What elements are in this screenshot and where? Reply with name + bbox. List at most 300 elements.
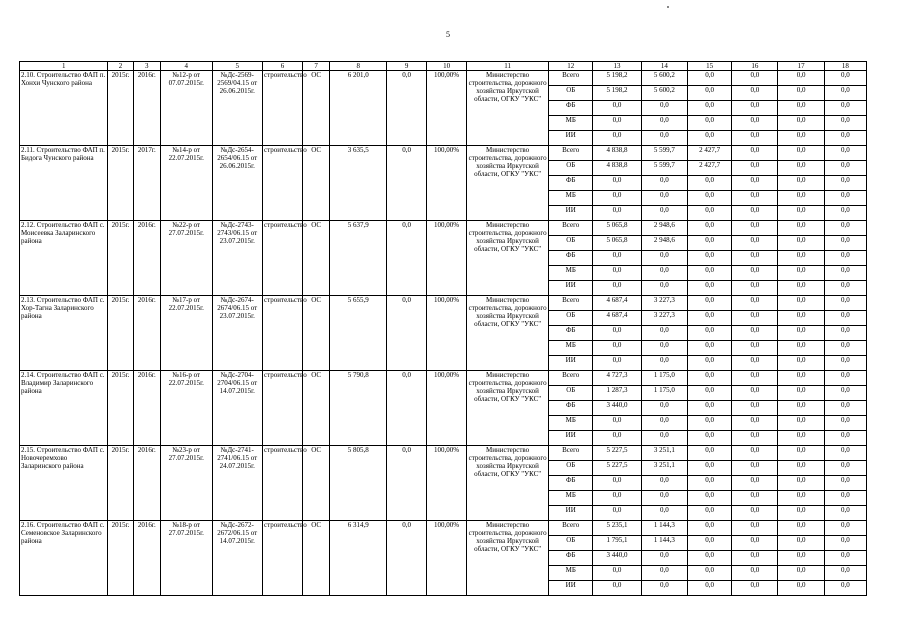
column-number: 15	[688, 62, 732, 71]
readiness-percent: 100,00%	[427, 371, 467, 446]
amount-cell: 0,0	[641, 401, 687, 416]
funding-source: МБ	[549, 416, 593, 431]
funding-source: Всего	[549, 146, 593, 161]
start-year: 2015г.	[108, 221, 133, 296]
amount-cell: 0,0	[732, 176, 778, 191]
amount-cell: 0,0	[688, 101, 732, 116]
amount-cell: 0,0	[778, 296, 824, 311]
amount-cell: 0,0	[732, 401, 778, 416]
funding-source: ФБ	[549, 101, 593, 116]
start-year: 2015г.	[108, 296, 133, 371]
expertise-number: №Дс-2743-2743/06.15 от 23.07.2015г.	[212, 221, 263, 296]
prior-funding: 0,0	[387, 296, 427, 371]
amount-cell: 0,0	[688, 176, 732, 191]
amount-cell: 0,0	[778, 236, 824, 251]
amount-cell: 0,0	[778, 221, 824, 236]
amount-cell: 0,0	[641, 341, 687, 356]
funding-source: Всего	[549, 521, 593, 536]
amount-cell: 0,0	[593, 491, 641, 506]
amount-cell: 0,0	[732, 101, 778, 116]
amount-cell: 0,0	[778, 521, 824, 536]
work-type: строительство	[263, 71, 303, 146]
funding-source: ФБ	[549, 401, 593, 416]
start-year: 2015г.	[108, 446, 133, 521]
amount-cell: 0,0	[824, 521, 866, 536]
amount-cell: 0,0	[641, 356, 687, 371]
readiness-percent: 100,00%	[427, 446, 467, 521]
funding-source: ИИ	[549, 581, 593, 596]
amount-cell: 0,0	[778, 251, 824, 266]
funding-source: МБ	[549, 266, 593, 281]
amount-cell: 0,0	[641, 551, 687, 566]
readiness-percent: 100,00%	[427, 221, 467, 296]
object-class: ОС	[302, 146, 329, 221]
funding-source: Всего	[549, 446, 593, 461]
expertise-number: №Дс-2704-2704/06.15 от 14.07.2015г.	[212, 371, 263, 446]
amount-cell: 0,0	[732, 446, 778, 461]
amount-cell: 0,0	[641, 191, 687, 206]
estimated-cost: 6 201,0	[330, 71, 387, 146]
amount-cell: 0,0	[732, 506, 778, 521]
funding-source: ФБ	[549, 551, 593, 566]
amount-cell: 0,0	[688, 476, 732, 491]
object-name: 2.12. Строительство ФАП с. Моисеевка Заларинского района	[20, 221, 108, 296]
amount-cell: 0,0	[778, 446, 824, 461]
amount-cell: 0,0	[824, 266, 866, 281]
amount-cell: 0,0	[688, 551, 732, 566]
amount-cell: 0,0	[824, 221, 866, 236]
amount-cell: 0,0	[732, 311, 778, 326]
amount-cell: 0,0	[732, 431, 778, 446]
start-year: 2015г.	[108, 146, 133, 221]
funding-source: ИИ	[549, 281, 593, 296]
object-class: ОС	[302, 296, 329, 371]
amount-cell: 0,0	[824, 446, 866, 461]
prior-funding: 0,0	[387, 221, 427, 296]
amount-cell: 0,0	[688, 386, 732, 401]
amount-cell: 0,0	[824, 86, 866, 101]
amount-cell: 0,0	[824, 326, 866, 341]
amount-cell: 2 427,7	[688, 146, 732, 161]
column-number: 10	[427, 62, 467, 71]
column-number-row	[20, 62, 867, 71]
amount-cell: 0,0	[778, 341, 824, 356]
object-name: 2.14. Строительство ФАП с. Владимир Заларинского района	[20, 371, 108, 446]
amount-cell: 0,0	[688, 356, 732, 371]
funding-source: ОБ	[549, 386, 593, 401]
funding-source: Всего	[549, 296, 593, 311]
amount-cell: 0,0	[732, 491, 778, 506]
amount-cell: 0,0	[778, 401, 824, 416]
amount-cell: 0,0	[778, 281, 824, 296]
amount-cell: 0,0	[593, 251, 641, 266]
prior-funding: 0,0	[387, 446, 427, 521]
amount-cell: 0,0	[688, 341, 732, 356]
amount-cell: 0,0	[732, 206, 778, 221]
amount-cell: 0,0	[778, 326, 824, 341]
amount-cell: 0,0	[688, 86, 732, 101]
amount-cell: 3 227,3	[641, 296, 687, 311]
column-number: 7	[302, 62, 329, 71]
amount-cell: 0,0	[593, 341, 641, 356]
start-year: 2015г.	[108, 71, 133, 146]
end-year: 2016г.	[133, 221, 160, 296]
amount-cell: 0,0	[641, 491, 687, 506]
funding-source: ИИ	[549, 506, 593, 521]
amount-cell: 0,0	[824, 371, 866, 386]
amount-cell: 0,0	[688, 536, 732, 551]
readiness-percent: 100,00%	[427, 146, 467, 221]
table-row	[20, 296, 867, 311]
amount-cell: 0,0	[824, 101, 866, 116]
estimated-cost: 5 655,9	[330, 296, 387, 371]
amount-cell: 0,0	[778, 311, 824, 326]
amount-cell: 0,0	[732, 161, 778, 176]
amount-cell: 0,0	[641, 506, 687, 521]
amount-cell: 4 687,4	[593, 311, 641, 326]
funding-source: ОБ	[549, 236, 593, 251]
funding-source: МБ	[549, 341, 593, 356]
customer: Министерство строительства, дорожного хозяйства Иркутской области, ОГКУ "УКС"	[467, 146, 549, 221]
amount-cell: 0,0	[688, 431, 732, 446]
expertise-number: №Дс-2654-2654/06.15 от 26.06.2015г.	[212, 146, 263, 221]
amount-cell: 0,0	[778, 146, 824, 161]
amount-cell: 3 251,1	[641, 446, 687, 461]
amount-cell: 0,0	[732, 341, 778, 356]
amount-cell: 0,0	[641, 206, 687, 221]
amount-cell: 0,0	[778, 116, 824, 131]
amount-cell: 0,0	[778, 461, 824, 476]
amount-cell: 5 065,8	[593, 236, 641, 251]
amount-cell: 0,0	[824, 116, 866, 131]
amount-cell: 0,0	[641, 176, 687, 191]
customer: Министерство строительства, дорожного хозяйства Иркутской области, ОГКУ "УКС"	[467, 371, 549, 446]
end-year: 2016г.	[133, 521, 160, 596]
amount-cell: 0,0	[593, 101, 641, 116]
amount-cell: 0,0	[593, 206, 641, 221]
funding-source: Всего	[549, 71, 593, 86]
amount-cell: 0,0	[778, 176, 824, 191]
amount-cell: 2 948,6	[641, 221, 687, 236]
amount-cell: 0,0	[641, 281, 687, 296]
amount-cell: 0,0	[732, 296, 778, 311]
column-number: 5	[212, 62, 263, 71]
amount-cell: 0,0	[732, 266, 778, 281]
amount-cell: 0,0	[778, 476, 824, 491]
amount-cell: 0,0	[824, 476, 866, 491]
amount-cell: 1 795,1	[593, 536, 641, 551]
funding-source: ИИ	[549, 206, 593, 221]
start-year: 2015г.	[108, 521, 133, 596]
table-row	[20, 146, 867, 161]
object-name: 2.10. Строительство ФАП п. Хонхи Чунского района	[20, 71, 108, 146]
amount-cell: 0,0	[688, 131, 732, 146]
amount-cell: 1 175,0	[641, 371, 687, 386]
object-name: 2.11. Строительство ФАП п. Бидога Чунского района	[20, 146, 108, 221]
amount-cell: 1 287,3	[593, 386, 641, 401]
funding-source: ФБ	[549, 326, 593, 341]
object-class: ОС	[302, 71, 329, 146]
end-year: 2017г.	[133, 146, 160, 221]
amount-cell: 5 600,2	[641, 86, 687, 101]
column-number: 11	[467, 62, 549, 71]
end-year: 2016г.	[133, 296, 160, 371]
amount-cell: 0,0	[593, 131, 641, 146]
column-number: 3	[133, 62, 160, 71]
amount-cell: 0,0	[732, 461, 778, 476]
amount-cell: 0,0	[732, 116, 778, 131]
amount-cell: 0,0	[641, 476, 687, 491]
work-type: строительство	[263, 146, 303, 221]
funding-source: МБ	[549, 566, 593, 581]
expertise-number: №Дс-2569-2569/04.15 от 26.06.2015г.	[212, 71, 263, 146]
amount-cell: 0,0	[732, 146, 778, 161]
amount-cell: 0,0	[824, 296, 866, 311]
amount-cell: 0,0	[732, 221, 778, 236]
amount-cell: 0,0	[593, 176, 641, 191]
amount-cell: 0,0	[824, 251, 866, 266]
amount-cell: 0,0	[688, 461, 732, 476]
amount-cell: 0,0	[641, 116, 687, 131]
amount-cell: 0,0	[732, 581, 778, 596]
amount-cell: 0,0	[688, 581, 732, 596]
amount-cell: 0,0	[688, 71, 732, 86]
funding-source: ИИ	[549, 131, 593, 146]
amount-cell: 0,0	[778, 566, 824, 581]
order-number: №22-р от 27.07.2015г.	[160, 221, 212, 296]
column-number: 12	[549, 62, 593, 71]
amount-cell: 0,0	[732, 566, 778, 581]
amount-cell: 0,0	[778, 431, 824, 446]
end-year: 2016г.	[133, 446, 160, 521]
amount-cell: 0,0	[688, 311, 732, 326]
start-year: 2015г.	[108, 371, 133, 446]
column-number: 8	[330, 62, 387, 71]
amount-cell: 0,0	[688, 191, 732, 206]
table-row	[20, 446, 867, 461]
estimated-cost: 3 635,5	[330, 146, 387, 221]
table-row	[20, 221, 867, 236]
order-number: №23-р от 27.07.2015г.	[160, 446, 212, 521]
amount-cell: 0,0	[688, 266, 732, 281]
expertise-number: №Дс-2674-2674/06.15 от 23.07.2015г.	[212, 296, 263, 371]
amount-cell: 0,0	[732, 476, 778, 491]
amount-cell: 0,0	[824, 311, 866, 326]
amount-cell: 0,0	[688, 506, 732, 521]
scan-speck	[667, 6, 669, 8]
funding-source: ФБ	[549, 476, 593, 491]
amount-cell: 0,0	[732, 251, 778, 266]
amount-cell: 0,0	[824, 356, 866, 371]
amount-cell: 0,0	[732, 371, 778, 386]
readiness-percent: 100,00%	[427, 521, 467, 596]
amount-cell: 5 198,2	[593, 71, 641, 86]
amount-cell: 0,0	[824, 581, 866, 596]
amount-cell: 0,0	[688, 251, 732, 266]
work-type: строительство	[263, 296, 303, 371]
end-year: 2016г.	[133, 71, 160, 146]
amount-cell: 0,0	[778, 581, 824, 596]
customer: Министерство строительства, дорожного хозяйства Иркутской области, ОГКУ "УКС"	[467, 221, 549, 296]
customer: Министерство строительства, дорожного хозяйства Иркутской области, ОГКУ "УКС"	[467, 296, 549, 371]
amount-cell: 0,0	[688, 491, 732, 506]
funding-source: МБ	[549, 491, 593, 506]
order-number: №14-р от 22.07.2015г.	[160, 146, 212, 221]
amount-cell: 4 838,8	[593, 161, 641, 176]
column-number: 4	[160, 62, 212, 71]
amount-cell: 0,0	[688, 326, 732, 341]
amount-cell: 0,0	[824, 506, 866, 521]
amount-cell: 0,0	[732, 86, 778, 101]
amount-cell: 0,0	[641, 251, 687, 266]
amount-cell: 5 599,7	[641, 146, 687, 161]
amount-cell: 0,0	[778, 491, 824, 506]
prior-funding: 0,0	[387, 371, 427, 446]
amount-cell: 0,0	[593, 506, 641, 521]
column-number: 9	[387, 62, 427, 71]
amount-cell: 0,0	[824, 341, 866, 356]
amount-cell: 3 251,1	[641, 461, 687, 476]
amount-cell: 0,0	[641, 326, 687, 341]
amount-cell: 0,0	[824, 206, 866, 221]
amount-cell: 0,0	[688, 206, 732, 221]
column-number: 16	[732, 62, 778, 71]
amount-cell: 0,0	[732, 521, 778, 536]
order-number: №17-р от 22.07.2015г.	[160, 296, 212, 371]
amount-cell: 1 144,3	[641, 521, 687, 536]
amount-cell: 0,0	[593, 356, 641, 371]
amount-cell: 2 427,7	[688, 161, 732, 176]
amount-cell: 0,0	[593, 116, 641, 131]
amount-cell: 5 227,5	[593, 461, 641, 476]
amount-cell: 0,0	[641, 431, 687, 446]
amount-cell: 0,0	[824, 131, 866, 146]
work-type: строительство	[263, 446, 303, 521]
work-type: строительство	[263, 221, 303, 296]
amount-cell: 0,0	[778, 356, 824, 371]
estimated-cost: 6 314,9	[330, 521, 387, 596]
amount-cell: 0,0	[688, 221, 732, 236]
amount-cell: 5 235,1	[593, 521, 641, 536]
amount-cell: 0,0	[824, 236, 866, 251]
funding-source: ИИ	[549, 431, 593, 446]
amount-cell: 4 687,4	[593, 296, 641, 311]
funding-source: ИИ	[549, 356, 593, 371]
amount-cell: 3 227,3	[641, 311, 687, 326]
amount-cell: 0,0	[824, 146, 866, 161]
column-number: 6	[263, 62, 303, 71]
customer: Министерство строительства, дорожного хозяйства Иркутской области, ОГКУ "УКС"	[467, 71, 549, 146]
amount-cell: 0,0	[778, 371, 824, 386]
amount-cell: 0,0	[824, 161, 866, 176]
amount-cell: 2 948,6	[641, 236, 687, 251]
amount-cell: 0,0	[688, 401, 732, 416]
amount-cell: 1 144,3	[641, 536, 687, 551]
amount-cell: 0,0	[824, 431, 866, 446]
amount-cell: 0,0	[688, 416, 732, 431]
amount-cell: 0,0	[732, 326, 778, 341]
customer: Министерство строительства, дорожного хозяйства Иркутской области, ОГКУ "УКС"	[467, 446, 549, 521]
amount-cell: 0,0	[688, 281, 732, 296]
amount-cell: 0,0	[641, 581, 687, 596]
amount-cell: 0,0	[824, 416, 866, 431]
estimated-cost: 5 637,9	[330, 221, 387, 296]
amount-cell: 0,0	[593, 476, 641, 491]
object-class: ОС	[302, 221, 329, 296]
amount-cell: 0,0	[732, 131, 778, 146]
amount-cell: 0,0	[732, 281, 778, 296]
funding-source: ОБ	[549, 161, 593, 176]
amount-cell: 0,0	[593, 191, 641, 206]
amount-cell: 0,0	[778, 386, 824, 401]
amount-cell: 5 599,7	[641, 161, 687, 176]
estimated-cost: 5 805,8	[330, 446, 387, 521]
amount-cell: 0,0	[688, 521, 732, 536]
amount-cell: 0,0	[824, 566, 866, 581]
amount-cell: 0,0	[593, 431, 641, 446]
amount-cell: 5 227,5	[593, 446, 641, 461]
customer: Министерство строительства, дорожного хозяйства Иркутской области, ОГКУ "УКС"	[467, 521, 549, 596]
funding-source: ОБ	[549, 461, 593, 476]
amount-cell: 0,0	[641, 131, 687, 146]
readiness-percent: 100,00%	[427, 71, 467, 146]
prior-funding: 0,0	[387, 521, 427, 596]
object-name: 2.13. Строительство ФАП с. Хор-Тагна Заларинского района	[20, 296, 108, 371]
amount-cell: 0,0	[688, 371, 732, 386]
table-row	[20, 71, 867, 86]
amount-cell: 0,0	[688, 116, 732, 131]
funding-source: МБ	[549, 116, 593, 131]
object-class: ОС	[302, 521, 329, 596]
table-row	[20, 371, 867, 386]
column-number: 18	[824, 62, 866, 71]
page-number: 5	[446, 30, 450, 39]
expertise-number: №Дс-2672-2672/06.15 от 14.07.2015г.	[212, 521, 263, 596]
funding-source: ОБ	[549, 311, 593, 326]
amount-cell: 0,0	[732, 536, 778, 551]
amount-cell: 0,0	[688, 566, 732, 581]
column-number: 13	[593, 62, 641, 71]
object-name: 2.15. Строительство ФАП с. Новочеремхово Заларинского района	[20, 446, 108, 521]
funding-source: ФБ	[549, 176, 593, 191]
table-row	[20, 521, 867, 536]
amount-cell: 0,0	[641, 566, 687, 581]
object-name: 2.16. Строительство ФАП с. Семеновское Заларинского района	[20, 521, 108, 596]
column-number: 1	[20, 62, 108, 71]
amount-cell: 0,0	[824, 491, 866, 506]
object-class: ОС	[302, 446, 329, 521]
amount-cell: 0,0	[778, 86, 824, 101]
object-class: ОС	[302, 371, 329, 446]
amount-cell: 0,0	[824, 401, 866, 416]
prior-funding: 0,0	[387, 71, 427, 146]
estimated-cost: 5 790,8	[330, 371, 387, 446]
amount-cell: 0,0	[732, 71, 778, 86]
amount-cell: 3 440,0	[593, 551, 641, 566]
amount-cell: 0,0	[688, 236, 732, 251]
amount-cell: 0,0	[641, 416, 687, 431]
amount-cell: 0,0	[778, 536, 824, 551]
funding-source: ОБ	[549, 86, 593, 101]
amount-cell: 0,0	[778, 416, 824, 431]
funding-source: ОБ	[549, 536, 593, 551]
prior-funding: 0,0	[387, 146, 427, 221]
amount-cell: 0,0	[824, 386, 866, 401]
amount-cell: 0,0	[778, 506, 824, 521]
amount-cell: 5 198,2	[593, 86, 641, 101]
amount-cell: 0,0	[778, 266, 824, 281]
column-number: 2	[108, 62, 133, 71]
